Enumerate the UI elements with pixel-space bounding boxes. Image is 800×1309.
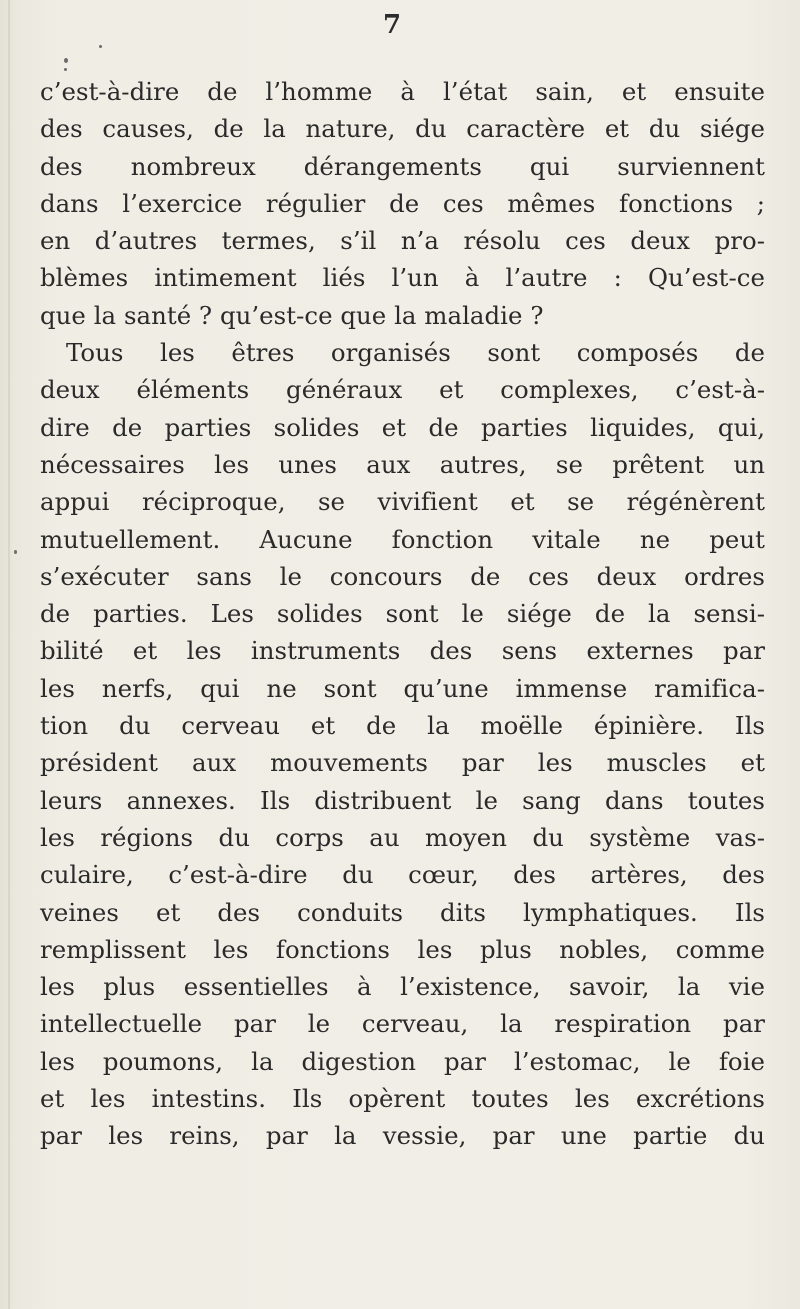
text-line: remplissent les fonctions les plus nobles, comme (40, 934, 765, 964)
paragraph-start-line: Tous les êtres organisés sont composés de (66, 338, 765, 368)
text-line: mutuellement. Aucune fonction vitale ne peut (40, 524, 765, 554)
text-line: culaire, c’est-à-dire du cœur, des artères, des (40, 860, 765, 890)
ink-speck (99, 45, 102, 48)
text-line: président aux mouvements par les muscles et (40, 748, 765, 778)
text-line: et les intestins. Ils opèrent toutes les excrétions (40, 1084, 765, 1114)
text-line: c’est-à-dire de l’homme à l’état sain, et ensuite (40, 77, 765, 106)
text-line: dire de parties solides et de parties liquides, qui, (40, 412, 765, 442)
text-line: de parties. Les solides sont le siége de la sensi- (40, 599, 765, 629)
text-line: deux éléments généraux et complexes, c’est-à- (40, 375, 765, 405)
text-line: les poumons, la digestion par l’estomac, le foie (40, 1046, 765, 1076)
text-line: en d’autres termes, s’il n’a résolu ces deux pro- (40, 226, 765, 256)
text-line: tion du cerveau et de la moëlle épinière. Ils (40, 711, 765, 741)
text-line: des nombreux dérangements qui surviennent (40, 151, 765, 181)
text-line: blèmes intimement liés l’un à l’autre : Qu’est-ce (40, 263, 765, 293)
text-line: dans l’exercice régulier de ces mêmes fonctions ; (40, 188, 765, 218)
text-line: par les reins, par la vessie, par une partie du (40, 1121, 765, 1151)
body-text (40, 73, 765, 1155)
text-line: nécessaires les unes aux autres, se prêtent un (40, 449, 765, 479)
page-number: 7 (382, 10, 402, 40)
text-line: intellectuelle par le cerveau, la respiration par (40, 1009, 765, 1039)
text-line: que la santé ? qu’est-ce que la maladie ? (40, 300, 544, 330)
text-line: des causes, de la nature, du caractère et du siége (40, 114, 765, 144)
text-line: s’exécuter sans le concours de ces deux ordres (40, 561, 765, 591)
text-line: bilité et les instruments des sens externes par (40, 636, 765, 666)
text-line: veines et des conduits dits lymphatiques. Ils (40, 897, 765, 927)
page-spine-edge (8, 0, 10, 1309)
text-line: les nerfs, qui ne sont qu’une immense ramifica- (40, 673, 765, 703)
ink-speck (64, 68, 67, 71)
text-line: appui réciproque, se vivifient et se régénèrent (40, 487, 765, 517)
ink-speck (14, 550, 17, 554)
text-line: les plus essentielles à l’existence, savoir, la vie (40, 972, 765, 1002)
ink-speck (64, 58, 68, 63)
text-line: les régions du corps au moyen du système vas- (40, 822, 765, 852)
text-line: leurs annexes. Ils distribuent le sang dans toutes (40, 785, 765, 815)
